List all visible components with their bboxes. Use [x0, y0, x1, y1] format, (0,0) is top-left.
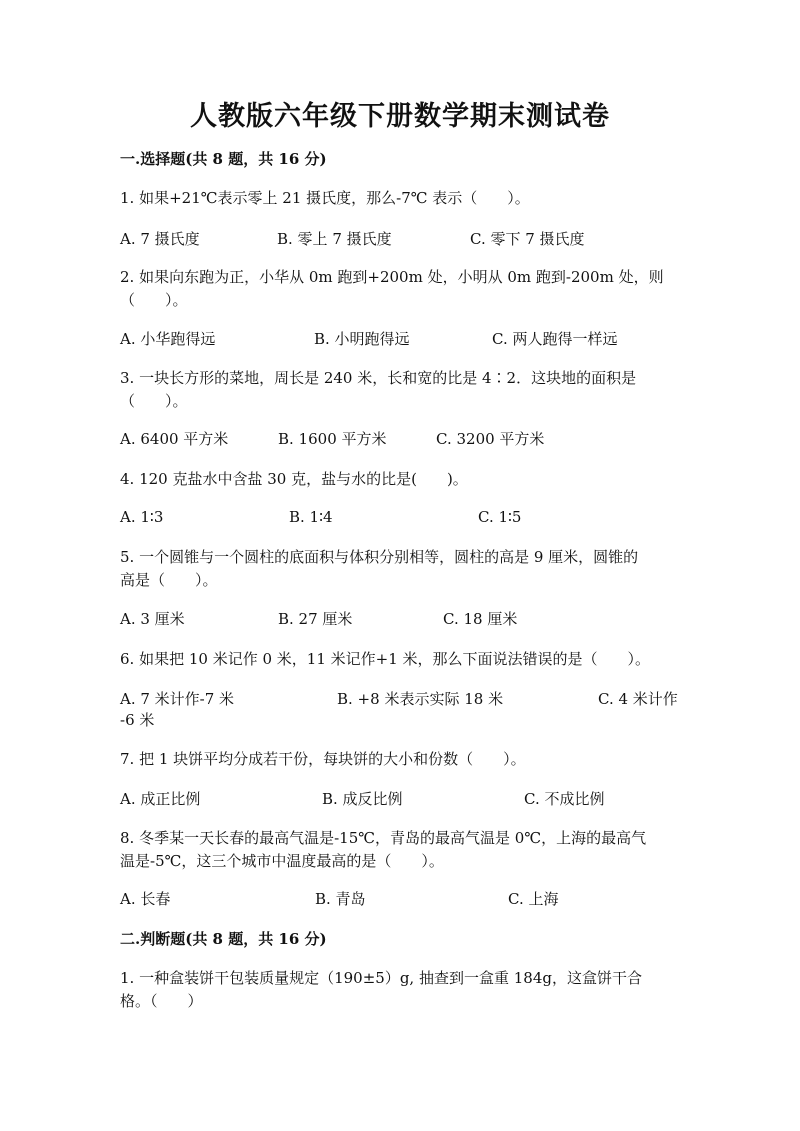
question-2-line-2: （ ）。: [120, 291, 188, 309]
q1-option-a: A. 7 摄氏度: [120, 230, 200, 248]
question-5-line-2: 高是（ ）。: [120, 571, 218, 589]
question-8-line-1: 8. 冬季某一天长春的最高气温是-15℃，青岛的最高气温是 0℃，上海的最高气: [120, 829, 647, 847]
q8-option-c: C. 上海: [508, 890, 559, 908]
q8-option-a: A. 长春: [120, 890, 171, 908]
q6-option-c-continued: -6 米: [120, 711, 155, 729]
q3-option-b: B. 1600 平方米: [278, 430, 387, 448]
question-3: [120, 367, 680, 413]
q4-option-a: A. 1∶3: [120, 508, 164, 526]
section-heading-choice: 一.选择题(共 8 题，共 16 分): [120, 150, 327, 168]
question-5-line-1: 5. 一个圆锥与一个圆柱的底面积与体积分别相等，圆柱的高是 9 厘米，圆锥的: [120, 548, 639, 566]
q7-option-c: C. 不成比例: [524, 790, 605, 808]
question-6: 6. 如果把 10 米记作 0 米，11 米记作+1 米，那么下面说法错误的是（ ）。: [120, 650, 651, 668]
q5-option-c: C. 18 厘米: [443, 610, 518, 628]
page-title: 人教版六年级下册数学期末测试卷: [190, 101, 610, 132]
q1-option-c: C. 零下 7 摄氏度: [470, 230, 585, 248]
question-2-line-1: 2. 如果向东跑为正，小华从 0m 跑到+200m 处，小明从 0m 跑到-200m 处，则: [120, 268, 664, 286]
judge-question-1: [120, 967, 680, 1013]
question-5: [120, 546, 680, 592]
question-8-line-2: 温是-5℃，这三个城市中温度最高的是（ ）。: [120, 852, 444, 870]
question-3-line-1: 3. 一块长方形的菜地，周长是 240 米，长和宽的比是 4∶2．这块地的面积是: [120, 369, 637, 387]
q2-option-a: A. 小华跑得远: [120, 330, 216, 348]
q4-option-b: B. 1∶4: [289, 508, 333, 526]
judge-question-1-line-2: 格。（ ）: [120, 992, 203, 1010]
q5-option-a: A. 3 厘米: [120, 610, 185, 628]
q1-option-b: B. 零上 7 摄氏度: [277, 230, 392, 248]
judge-question-1-line-1: 1. 一种盒装饼干包装质量规定（190±5）g, 抽查到一盒重 184g，这盒饼干合: [120, 969, 642, 987]
q8-option-b: B. 青岛: [315, 890, 366, 908]
question-4: 4. 120 克盐水中含盐 30 克，盐与水的比是( )。: [120, 470, 468, 488]
q7-option-a: A. 成正比例: [120, 790, 201, 808]
q6-option-c: C. 4 米计作: [598, 690, 678, 708]
q6-option-a: A. 7 米计作-7 米: [120, 690, 235, 708]
q3-option-a: A. 6400 平方米: [120, 430, 229, 448]
section-heading-judge: 二.判断题(共 8 题，共 16 分): [120, 930, 327, 948]
question-7: 7. 把 1 块饼平均分成若干份，每块饼的大小和份数（ ）。: [120, 750, 526, 768]
q7-option-b: B. 成反比例: [322, 790, 403, 808]
question-2: [120, 266, 680, 312]
q4-option-c: C. 1∶5: [478, 508, 522, 526]
q3-option-c: C. 3200 平方米: [436, 430, 545, 448]
question-1: 1. 如果+21℃表示零上 21 摄氏度，那么-7℃ 表示（ ）。: [120, 189, 530, 207]
q6-option-b: B. +8 米表示实际 18 米: [337, 690, 504, 708]
q5-option-b: B. 27 厘米: [278, 610, 353, 628]
q2-option-b: B. 小明跑得远: [314, 330, 410, 348]
question-3-line-2: （ ）。: [120, 392, 188, 410]
q2-option-c: C. 两人跑得一样远: [492, 330, 618, 348]
question-8: [120, 827, 680, 873]
